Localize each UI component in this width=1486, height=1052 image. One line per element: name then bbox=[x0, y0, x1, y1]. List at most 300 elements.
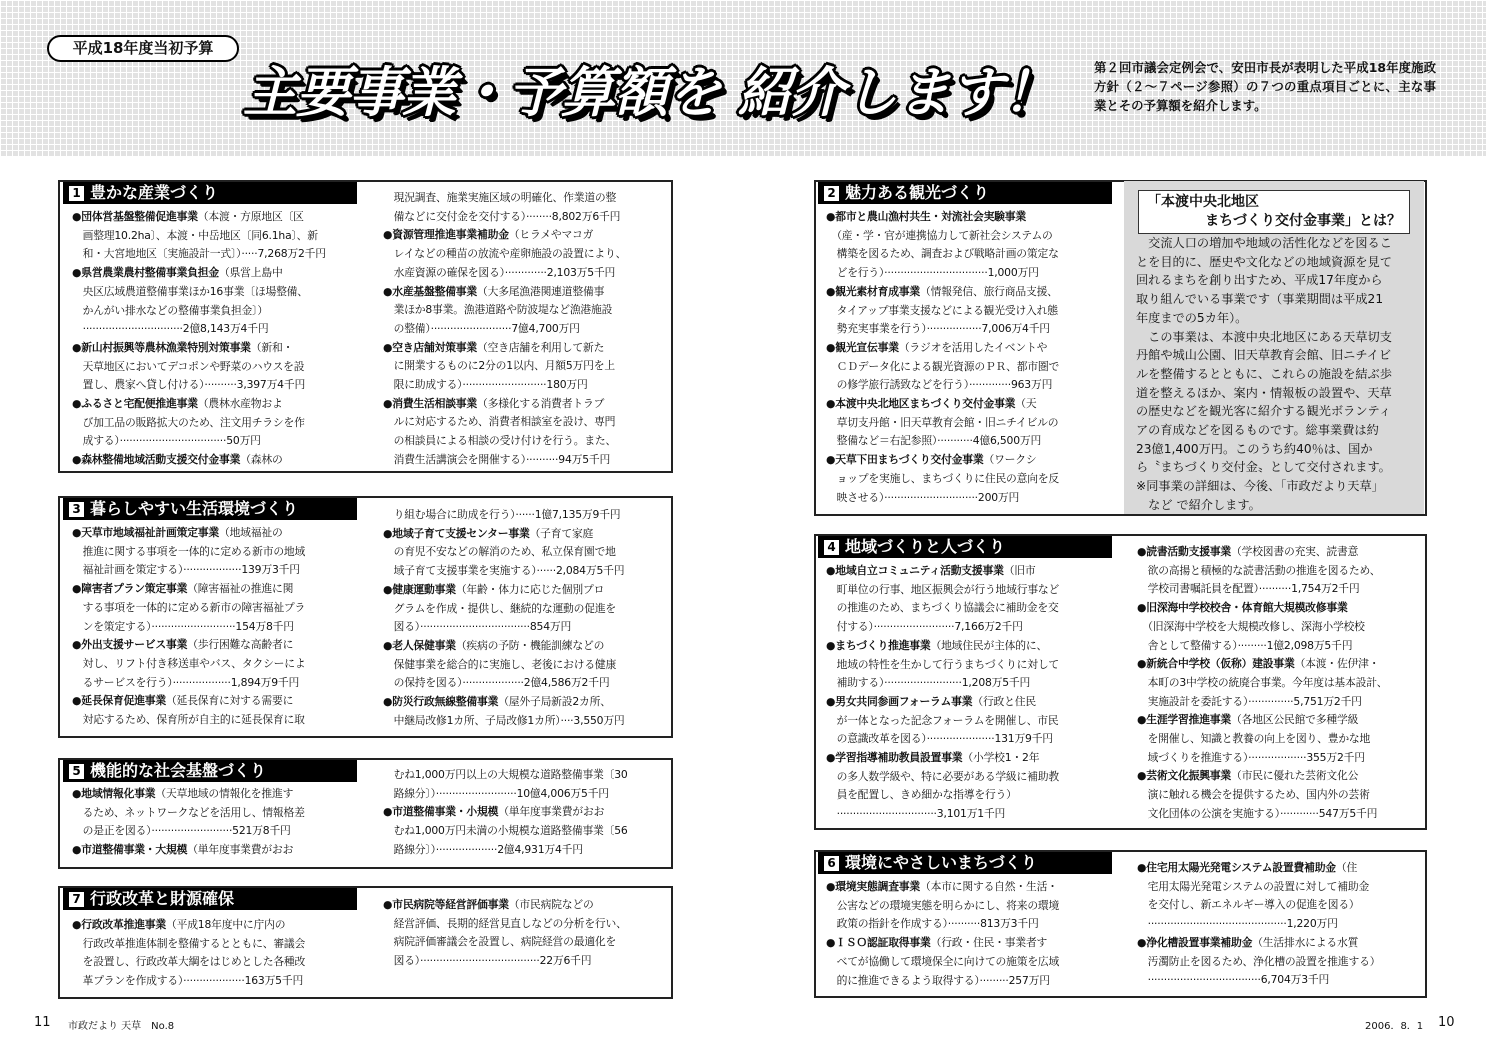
item-text: 備などに交付金を交付する）········8,802万6千円 bbox=[383, 209, 621, 223]
item-line bbox=[1137, 562, 1387, 581]
item-line bbox=[826, 283, 1059, 302]
item-text: 画整理10.2ha〕、本渡・中岳地区〔同6.1ha〕、新 bbox=[72, 228, 318, 242]
item-text: 本町の3中学校の統廃合事業。今年度は基本設計、 bbox=[1137, 675, 1388, 689]
item-line bbox=[72, 414, 326, 433]
item-heading: ●老人保健事業 bbox=[383, 638, 456, 652]
item-line bbox=[1137, 896, 1380, 915]
sidebar-line: 年度までの5カ年）。 bbox=[1136, 310, 1248, 325]
item-line bbox=[383, 543, 625, 562]
item-heading: ●新統合中学校（仮称）建設事業 bbox=[1137, 657, 1295, 671]
item-text: （各地区公民館で多種学級 bbox=[1231, 713, 1359, 727]
item-line bbox=[72, 245, 326, 264]
item-line bbox=[72, 227, 326, 246]
item-text: 補助する）························1,208万5千円 bbox=[826, 676, 1031, 690]
section-2-left-column bbox=[826, 208, 1059, 507]
item-text: 付する）·························7,166万2千円 bbox=[826, 620, 1023, 634]
item-text: 路線分〕）···················2億4,931万4千円 bbox=[383, 842, 583, 856]
item-heading: ●芸術文化振興事業 bbox=[1137, 769, 1231, 783]
item-line bbox=[826, 768, 1059, 787]
item-line bbox=[826, 395, 1059, 414]
item-text: べてが協働して環境保全に向けての施策を広域 bbox=[826, 954, 1060, 968]
item-heading: ●地域子育て支援センター事業 bbox=[383, 526, 530, 540]
item-line bbox=[1137, 599, 1387, 618]
section-number: 5 bbox=[69, 764, 84, 779]
sidebar-line: など で紹介します。 bbox=[1136, 497, 1261, 512]
item-text: の推進のため、まちづくり協議会に補助金を交 bbox=[826, 601, 1059, 615]
item-line bbox=[72, 264, 326, 283]
item-text: （地域福祉の bbox=[218, 526, 283, 539]
sidebar-text bbox=[1136, 234, 1414, 515]
item-line bbox=[1137, 786, 1387, 805]
item-line bbox=[383, 413, 626, 432]
item-text: 公害などの環境実態を明らかにし、将来の環境 bbox=[826, 898, 1060, 912]
item-text: （本渡・方原地区〔区 bbox=[197, 210, 304, 223]
item-line bbox=[826, 972, 1059, 991]
item-line bbox=[826, 432, 1059, 451]
item-line bbox=[383, 264, 626, 283]
item-line bbox=[383, 803, 628, 822]
item-text: （地域住民が主体的に、 bbox=[930, 638, 1048, 652]
budget-tag: 平成18年度当初予算 bbox=[47, 35, 239, 62]
item-text: 草切支丹館・旧天草教育会館・旧ニチイビルの bbox=[826, 415, 1059, 429]
section-title-text: 行政改革と財源確保 bbox=[90, 889, 235, 908]
item-line bbox=[383, 432, 626, 451]
main-title: 主要事業・予算額を 紹介します！ bbox=[243, 61, 1056, 124]
item-text: 経営評価、長期的経営見直しなどの分析を行い、 bbox=[383, 916, 627, 930]
item-line bbox=[383, 712, 625, 731]
item-text: （障害福祉の推進に関 bbox=[187, 582, 294, 596]
item-line bbox=[72, 674, 305, 693]
item-text: り組む場合に助成を行う）······1億7,135万9千円 bbox=[383, 508, 621, 521]
item-line bbox=[383, 245, 626, 264]
item-text: 町単位の行事、地区振興会が行う地域行事など bbox=[826, 582, 1060, 596]
item-line bbox=[383, 841, 628, 860]
item-line bbox=[72, 339, 326, 358]
item-line bbox=[72, 711, 305, 730]
item-text: （天草地域の情報化を推進す bbox=[155, 787, 294, 800]
item-line bbox=[826, 953, 1059, 972]
item-text: の修学旅行誘致などを行う）·············963万円 bbox=[826, 378, 1053, 392]
item-text: 文化団体の公演を実施する）············547万5千円 bbox=[1137, 806, 1378, 820]
item-text: （市民に優れた芸術文化公 bbox=[1231, 769, 1359, 783]
item-heading: ●浄化槽設置事業補助金 bbox=[1137, 935, 1253, 949]
item-text: 和・大宮地地区〔実施設計一式〕）·····7,268万2千円 bbox=[72, 247, 326, 261]
item-line bbox=[826, 414, 1059, 433]
item-heading: ●観光宣伝事業 bbox=[826, 340, 899, 354]
item-line bbox=[1137, 730, 1387, 749]
item-line bbox=[72, 953, 305, 972]
item-text: 的に推進できるよう取得する）·········257万円 bbox=[826, 973, 1050, 987]
item-text: むね1,000万円以上の大規模な道路整備事業〔30 bbox=[383, 768, 628, 781]
item-heading: ●生涯学習推進事業 bbox=[1137, 713, 1231, 727]
item-line bbox=[1137, 915, 1380, 934]
sidebar-line: 取り組んでいる事業です（事業期間は平成21 bbox=[1136, 292, 1384, 307]
item-text: ョップを実施し、まちづくりに住民の意向を反 bbox=[826, 471, 1060, 485]
item-heading: ●新山村振興等農林漁業特別対策事業 bbox=[72, 340, 251, 354]
item-line bbox=[72, 822, 305, 841]
item-text: るため、ネットワークなどを活用し、情報格差 bbox=[72, 805, 305, 819]
item-line bbox=[383, 506, 625, 525]
item-heading: ●外出支援サービス事業 bbox=[72, 638, 188, 652]
item-text: 限に助成する）··························180万円 bbox=[383, 378, 588, 392]
item-line bbox=[383, 637, 625, 656]
item-text: 域づくりを推進する）··················355万2千円 bbox=[1137, 750, 1365, 764]
item-heading: ●天草下田まちづくり交付金事業 bbox=[826, 453, 984, 467]
item-text: 整備など＝右記参照）···········4億6,500万円 bbox=[826, 434, 1042, 448]
item-line bbox=[1137, 749, 1387, 768]
item-line bbox=[72, 935, 305, 954]
sidebar-line: ルを整備するとともに、これらの施設を結ぶ歩 bbox=[1136, 366, 1392, 381]
item-text: び加工品の販路拡大のため、注文用チラシを作 bbox=[72, 415, 305, 429]
item-line bbox=[383, 357, 626, 376]
item-line bbox=[826, 934, 1059, 953]
section-3-title bbox=[63, 498, 357, 520]
sidebar-line: ら〝まちづくり交付金〟として交付されます。 bbox=[1136, 460, 1391, 475]
item-line bbox=[826, 637, 1059, 656]
item-line bbox=[72, 283, 326, 302]
item-line bbox=[383, 785, 628, 804]
item-text: （旧深海中学校を大規模改修し、深海小学校校 bbox=[1137, 619, 1365, 633]
item-line bbox=[826, 376, 1059, 395]
item-heading: ●読書活動支援事業 bbox=[1137, 545, 1231, 558]
item-text: （生活排水による水質 bbox=[1252, 935, 1359, 949]
item-text: （屋外子局新設2カ所、 bbox=[498, 695, 611, 709]
item-line bbox=[383, 896, 627, 915]
sidebar-title-line1: 「本渡中央北地区 bbox=[1147, 194, 1259, 210]
item-text: 図る）·····································22万6千円 bbox=[383, 954, 592, 968]
item-heading: ●消費生活相談事業 bbox=[383, 396, 477, 410]
item-line bbox=[72, 618, 305, 637]
section-1-right-column bbox=[383, 189, 626, 470]
item-line bbox=[72, 376, 326, 395]
item-line bbox=[1137, 655, 1387, 674]
item-line bbox=[826, 897, 1059, 916]
item-line bbox=[72, 841, 305, 860]
section-title-text: 機能的な社会基盤づくり bbox=[90, 761, 267, 780]
item-heading: ●資源管理推進事業補助金 bbox=[383, 228, 509, 242]
section-7-title bbox=[63, 888, 357, 910]
item-text: （単年度事業費がおお bbox=[187, 843, 294, 857]
item-text: （大多尾漁港関連道整備事 bbox=[477, 284, 605, 298]
item-line bbox=[383, 674, 625, 693]
section-2-title bbox=[818, 182, 1112, 204]
item-text: （行政と住民 bbox=[972, 694, 1036, 708]
section-5-title bbox=[63, 760, 357, 782]
section-4-left-column bbox=[826, 562, 1059, 824]
section-number: 3 bbox=[69, 502, 84, 517]
item-line bbox=[383, 320, 626, 339]
item-text: （天 bbox=[1015, 397, 1037, 411]
item-line bbox=[383, 933, 627, 952]
item-text: （歩行困難な高齢者に bbox=[187, 638, 294, 652]
item-text: 消費生活講演会を開催する）··········94万5千円 bbox=[383, 452, 611, 466]
item-line bbox=[72, 580, 305, 599]
section-5-left-column bbox=[72, 785, 305, 860]
item-line bbox=[826, 339, 1059, 358]
item-text: する事項を一体的に定める新市の障害福祉プラ bbox=[72, 600, 306, 614]
item-text: （住 bbox=[1335, 861, 1358, 874]
item-text: 宅用太陽光発電システムの設置に対して補助金 bbox=[1137, 879, 1370, 893]
footer-publication: 市政だより 天草 No.8 bbox=[68, 1021, 175, 1032]
item-text: （多様化する消費者トラブ bbox=[477, 396, 605, 410]
item-line bbox=[826, 227, 1059, 246]
item-line bbox=[826, 599, 1059, 618]
item-line bbox=[826, 302, 1059, 321]
item-text: ·······························2億8,143万4千円 bbox=[72, 322, 269, 336]
item-text: 対応するため、保育所が自主的に延長保育に取 bbox=[72, 713, 305, 727]
item-text: 央区広域農道整備事業ほか16事業〔ほ場整備、 bbox=[72, 284, 308, 298]
item-text: の多人数学級や、特に必要がある学級に補助教 bbox=[826, 769, 1059, 783]
item-line bbox=[72, 524, 305, 543]
sidebar-line: この事業は、本渡中央北地区にある天草切支 bbox=[1136, 329, 1392, 344]
item-text: （空き店舗を利用して新た bbox=[477, 340, 605, 354]
item-text: ···································6,704万3千円 bbox=[1137, 973, 1330, 987]
item-text: るサービスを行う）··················1,894万9千円 bbox=[72, 675, 300, 689]
item-line bbox=[72, 692, 305, 711]
item-line bbox=[826, 915, 1059, 934]
sidebar-line: ※同事業の詳細は、今後、「市政だより天草」 bbox=[1136, 479, 1384, 494]
item-text: 現況調査、施業実施区域の明確化、作業道の整 bbox=[383, 191, 617, 204]
item-heading: ●健康運動事業 bbox=[383, 582, 456, 596]
item-text: 構築を図るため、調査および戦略計画の策定な bbox=[826, 247, 1059, 261]
section-6-right-column bbox=[1137, 859, 1380, 990]
sidebar-title-line2: まちづくり交付金事業」とは？ bbox=[1205, 213, 1401, 229]
section-number: 4 bbox=[824, 540, 839, 555]
item-line bbox=[383, 822, 628, 841]
item-heading: ●防災行政無線整備事業 bbox=[383, 695, 499, 709]
sidebar-title bbox=[1138, 190, 1410, 234]
item-text: 路線分〕）·························10億4,006万5千円 bbox=[383, 786, 609, 800]
item-line bbox=[1137, 934, 1380, 953]
item-heading: ●行政改革推進事業 bbox=[72, 918, 166, 931]
item-text: ·······························3,101万1千円 bbox=[826, 807, 1006, 821]
item-line bbox=[383, 915, 627, 934]
section-1-title bbox=[63, 182, 357, 204]
item-text: ンを策定する）··························154万8千円 bbox=[72, 619, 294, 633]
item-line bbox=[1137, 637, 1387, 656]
item-text: 行政改革推進体制を整備するとともに、審議会 bbox=[72, 936, 306, 950]
item-text: 図る）··································854万円 bbox=[383, 620, 572, 634]
item-heading: ●旧深海中学校校舎・体育館大規模改修事業 bbox=[1137, 601, 1348, 615]
item-line bbox=[826, 693, 1059, 712]
item-text: を交付し、新エネルギー導入の促進を図る） bbox=[1137, 898, 1360, 912]
item-line bbox=[1137, 543, 1387, 562]
item-line bbox=[383, 226, 626, 245]
item-text: 映させる）·····························200万円 bbox=[826, 490, 1020, 504]
footer-date: 2006．8．1 bbox=[1365, 1021, 1424, 1032]
item-heading: ●地域情報化事業 bbox=[72, 787, 156, 800]
item-text: かんがい排水などの整備事業負担金〕） bbox=[72, 303, 268, 317]
item-line bbox=[826, 878, 1059, 897]
item-text: の保持を図る）···················2億4,586万2千円 bbox=[383, 676, 610, 690]
item-heading: ●障害者プラン策定事業 bbox=[72, 582, 188, 596]
item-heading: ●市道整備事業・大規模 bbox=[72, 843, 188, 857]
section-6-left-column bbox=[826, 878, 1059, 990]
item-heading: ●延長保育促進事業 bbox=[72, 694, 166, 708]
section-title-text: 魅力ある観光づくり bbox=[845, 183, 990, 202]
item-line bbox=[72, 561, 305, 580]
item-text: むね1,000万円未満の小規模な道路整備事業〔56 bbox=[383, 824, 628, 838]
item-text: 成する）·································50万円 bbox=[72, 434, 261, 448]
item-text: 実施設計を委託する）··············5,751万2千円 bbox=[1137, 694, 1362, 708]
item-line bbox=[72, 785, 305, 804]
item-line bbox=[72, 451, 326, 470]
item-text: （単年度事業費がおお bbox=[498, 805, 605, 819]
item-line bbox=[826, 618, 1059, 637]
item-line bbox=[383, 693, 625, 712]
item-line bbox=[383, 395, 626, 414]
item-text: （子育て家庭 bbox=[529, 526, 594, 540]
item-text: 天草地区においてデコポンや野菜のハウスを設 bbox=[72, 359, 305, 373]
item-line bbox=[383, 600, 625, 619]
section-7-left-column bbox=[72, 916, 305, 991]
sidebar-line: アの育成などを図るものです。総事業費は約 bbox=[1136, 423, 1379, 438]
item-heading: ●まちづくり推進事業 bbox=[826, 638, 931, 652]
item-text: （市民病院などの bbox=[508, 898, 594, 911]
item-line bbox=[1137, 618, 1387, 637]
sidebar-line: 交流人口の増加や地域の活性化などを図るこ bbox=[1136, 236, 1392, 250]
section-title-text: 豊かな産業づくり bbox=[90, 183, 219, 202]
item-text: 汚濁防止を図るため、浄化槽の設置を推進する） bbox=[1137, 954, 1381, 968]
sidebar-line: 丹館や城山公園、旧天草教育会館、旧ニチイビ bbox=[1136, 348, 1392, 363]
section-3-left-column bbox=[72, 524, 305, 730]
intro-text: 第２回市議会定例会で、安田市長が表明した平成18年度施政方針（２～７ページ参照）の７つの重点項目ごとに、主な事業とその予算額を紹介します。 bbox=[1094, 60, 1436, 113]
section-number: 7 bbox=[69, 892, 84, 907]
item-line bbox=[383, 376, 626, 395]
item-text: （ラジオを活用したイベントや bbox=[898, 340, 1048, 354]
item-text: ルに対応するため、消費者相談室を設け、専門 bbox=[383, 415, 616, 429]
item-text: の是正を図る）·························521万8千円 bbox=[72, 824, 291, 838]
item-text: レイなどの種苗の放流や産卵施設の設置により、 bbox=[383, 247, 627, 261]
item-heading: ●森林整備地域活動支援交付金事業 bbox=[72, 453, 241, 467]
item-line bbox=[72, 358, 326, 377]
sidebar-line: 道を整えるほか、案内・情報板の設置や、天草 bbox=[1136, 385, 1392, 400]
item-line bbox=[826, 264, 1059, 283]
item-line bbox=[72, 972, 305, 991]
item-line bbox=[826, 451, 1059, 470]
section-title-text: 暮らしやすい生活環境づくり bbox=[90, 499, 299, 518]
item-line bbox=[383, 656, 625, 675]
item-line bbox=[826, 470, 1059, 489]
item-line bbox=[826, 208, 1059, 227]
item-line bbox=[1137, 805, 1387, 824]
section-4-title bbox=[818, 536, 1112, 558]
item-text: （情報発信、旅行商品支援、 bbox=[920, 284, 1058, 298]
item-heading: ●男女共同参画フォーラム事業 bbox=[826, 694, 973, 708]
item-line bbox=[383, 618, 625, 637]
item-line bbox=[72, 599, 305, 618]
item-line bbox=[826, 805, 1059, 824]
item-text: 保健事業を総合的に実施し、老後における健康 bbox=[383, 657, 617, 671]
sidebar-line: とを目的に、歴史や文化などの地域資源を見て bbox=[1136, 254, 1392, 269]
item-heading: ●空き店舗対策事業 bbox=[383, 340, 477, 354]
item-heading: ●学習指導補助教員設置事業 bbox=[826, 751, 963, 765]
footer-left-page-number: 11 bbox=[34, 1015, 51, 1030]
item-heading: ●天草市地域福祉計画策定事業 bbox=[72, 526, 219, 539]
item-line bbox=[383, 189, 626, 208]
item-text: （小学校1・2年 bbox=[962, 751, 1040, 765]
item-line bbox=[383, 208, 626, 227]
item-heading: ●ＩＳＯ認証取得事業 bbox=[826, 936, 931, 950]
item-text: （本市に関する自然・生活・ bbox=[920, 880, 1058, 893]
section-6-title bbox=[818, 852, 1112, 874]
item-heading: ●県営農業農村整備事業負担金 bbox=[72, 266, 219, 280]
item-text: の育児不安などの解消のため、私立保育園で地 bbox=[383, 545, 616, 559]
item-text: の整備）·························7億4,700万円 bbox=[383, 321, 580, 335]
item-text: （年齢・体力に応じた個別プロ bbox=[455, 582, 605, 596]
item-text: （延長保育に対する需要に bbox=[166, 694, 294, 708]
section-title-text: 環境にやさしいまちづくり bbox=[845, 853, 1037, 872]
item-text: （本渡・佐伊津・ bbox=[1294, 657, 1380, 671]
section-number: 6 bbox=[824, 856, 839, 871]
item-line bbox=[72, 916, 305, 935]
item-text: 学校司書嘱託員を配置）··········1,754万2千円 bbox=[1137, 582, 1360, 596]
item-text: の意識改革を図る）·····················131万9千円 bbox=[826, 732, 1053, 746]
section-4-right-column bbox=[1137, 543, 1387, 824]
sidebar-line: の歴史などを観光客に紹介する観光ボランティ bbox=[1136, 404, 1391, 419]
footer-right-page-number: 10 bbox=[1438, 1015, 1455, 1030]
item-text: 員を配置し、きめ細かな指導を行う） bbox=[826, 788, 1017, 802]
item-line bbox=[826, 489, 1059, 508]
item-heading: ●水産基盤整備事業 bbox=[383, 284, 477, 298]
item-line bbox=[1137, 580, 1387, 599]
item-line bbox=[826, 358, 1059, 377]
item-line bbox=[826, 245, 1059, 264]
item-text: 地域の特性を生かして行うまちづくりに対して bbox=[826, 657, 1060, 671]
item-line bbox=[826, 712, 1059, 731]
item-line bbox=[1137, 693, 1387, 712]
item-line bbox=[383, 525, 625, 544]
section-title-text: 地域づくりと人づくり bbox=[845, 537, 1006, 556]
item-text: 演に触れる機会を提供するため、国内外の芸術 bbox=[1137, 788, 1370, 802]
item-text: 中継局改修1カ所、子局改修1カ所）····3,550万円 bbox=[383, 713, 625, 727]
item-heading: ●ふるさと宅配便推進事業 bbox=[72, 397, 198, 411]
item-text: （学校図書の充実、読書意 bbox=[1231, 545, 1359, 558]
item-text: 政策の指針を作成する）··········813万3千円 bbox=[826, 917, 1039, 931]
item-text: を開催し、知識と教養の向上を図り、豊かな地 bbox=[1137, 732, 1371, 746]
item-line bbox=[72, 636, 305, 655]
item-line bbox=[826, 562, 1059, 581]
item-text: （ワークシ bbox=[983, 453, 1037, 467]
item-text: （県営上島中 bbox=[218, 266, 283, 280]
item-line bbox=[383, 339, 626, 358]
section-3-right-column bbox=[383, 506, 625, 730]
item-text: 業ほか8事業。漁港道路や防波堤など漁港施設 bbox=[383, 303, 613, 317]
item-line bbox=[826, 786, 1059, 805]
item-line bbox=[1137, 859, 1380, 878]
item-line bbox=[826, 320, 1059, 339]
item-heading: ●団体営基盤整備促進事業 bbox=[72, 210, 198, 223]
item-text: （旧市 bbox=[1003, 564, 1036, 577]
item-text: 対し、リフト付き移送車やバス、タクシーによ bbox=[72, 656, 306, 670]
item-line bbox=[1137, 767, 1387, 786]
item-text: （農林水産物およ bbox=[197, 397, 283, 411]
item-line bbox=[72, 655, 305, 674]
item-text: 欲の高揚と積極的な読書活動の推進を図るため、 bbox=[1137, 563, 1381, 577]
item-text: 舎として整備する）·········1億2,098万5千円 bbox=[1137, 638, 1353, 652]
item-line bbox=[1137, 953, 1380, 972]
item-text: 推進に関する事項を一体的に定める新市の地域 bbox=[72, 544, 306, 558]
item-text: の相談員による相談の受け付けを行う。また、 bbox=[383, 434, 617, 448]
item-line bbox=[1137, 674, 1387, 693]
item-line bbox=[383, 581, 625, 600]
item-text: （産・学・官が連携協力して新社会システムの bbox=[826, 228, 1053, 242]
item-text: （疾病の予防・機能訓練などの bbox=[455, 638, 605, 652]
item-text: 病院評価審議会を設置し、病院経営の最適化を bbox=[383, 935, 617, 949]
item-text: を設置し、行政改革大綱をはじめとした各種改 bbox=[72, 955, 306, 969]
item-text: （行政・住民・事業者す bbox=[930, 936, 1048, 950]
item-heading: ●市民病院等経営評価事業 bbox=[383, 898, 509, 911]
